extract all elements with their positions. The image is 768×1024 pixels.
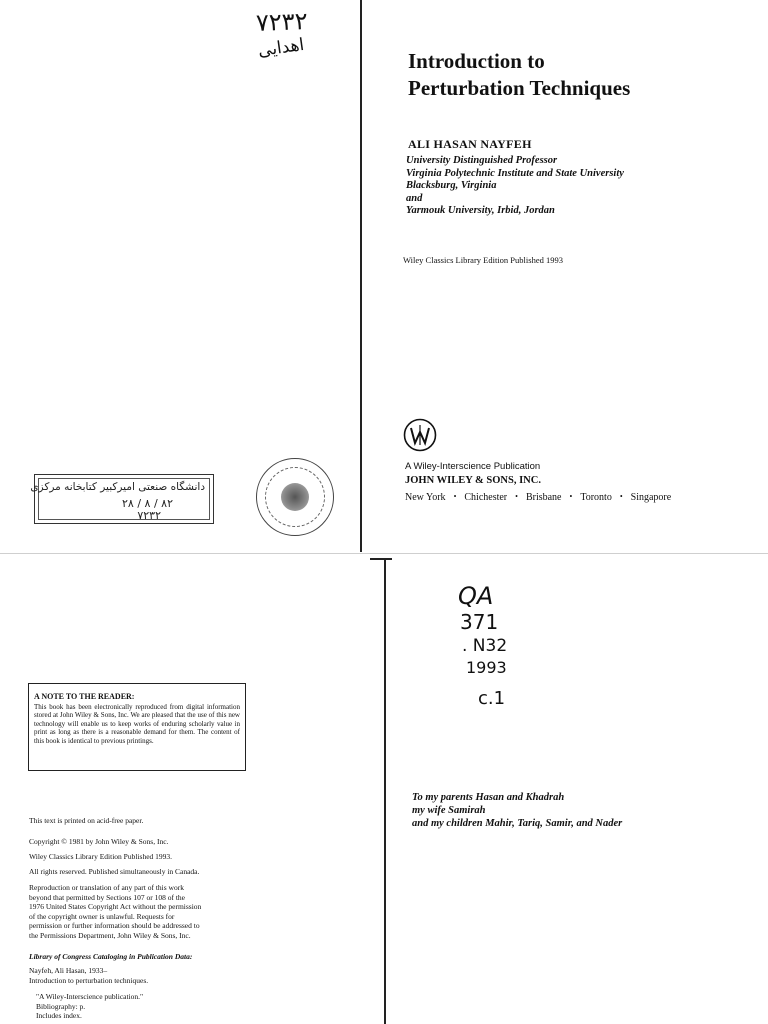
reproduction-line: 1976 United States Copyright Act without the permission	[29, 902, 202, 912]
loc-heading: Library of Congress Cataloging in Publication Data:	[29, 952, 193, 961]
loc-note-line: Includes index.	[36, 1011, 82, 1021]
affiliation-line: Yarmouk University, Irbid, Jordan	[406, 205, 555, 217]
author-affiliation	[406, 155, 624, 218]
dedication-line: To my parents Hasan and Khadrah	[412, 792, 565, 803]
dedication	[412, 791, 622, 830]
city: Toronto	[580, 492, 612, 503]
affiliation-line: and	[406, 192, 423, 204]
reproduction-line: permission or further information should be addressed to	[29, 921, 200, 931]
loc-notes	[36, 992, 143, 1021]
loc-note-line: "A Wiley-Interscience publication."	[36, 992, 144, 1001]
loc-entry	[29, 966, 148, 985]
bullet-separator: •	[569, 492, 573, 501]
publisher-cities	[405, 492, 679, 503]
call-number-line-1: QA	[458, 582, 494, 610]
book-title	[408, 48, 748, 102]
bullet-separator: •	[515, 492, 518, 501]
reproduction-line: of the copyright owner is unlawful. Requests for	[29, 911, 175, 921]
stamp-date: ۸۲ / ۸ / ۲۸	[122, 497, 173, 510]
reproduction-notice	[29, 883, 201, 941]
note-to-reader-box	[28, 683, 246, 771]
title-line-1: Introduction to	[408, 49, 545, 73]
city: New York	[405, 492, 446, 503]
bullet-separator: •	[453, 492, 457, 501]
stamp-accession-number: ٧٢٣٢	[137, 509, 161, 522]
acid-free-line: This text is printed on acid-free paper.	[29, 816, 144, 825]
affiliation-line: Blacksburg, Virginia	[406, 180, 497, 192]
title-line-2: Perturbation Techniques	[408, 76, 631, 100]
publisher-name: JOHN WILEY & SONS, INC.	[405, 475, 541, 486]
dedication-line: and my children Mahir, Tariq, Samir, and Nader	[412, 818, 623, 829]
note-body: This book has been electronically reproduced from digital information stored at John Wiley & Sons, Inc. We are pleased that the use of this new technology will enable us to keep works of enduring scholarly value in print as long as there is a reasonable demand for them. The content of this book is identical to previous printings.	[34, 702, 240, 745]
call-number-line-2: 371	[460, 610, 499, 634]
edition-line: Wiley Classics Library Edition Published 1993.	[29, 852, 173, 861]
loc-line: Introduction to perturbation techniques.	[29, 975, 149, 985]
author-name: ALI HASAN NAYFEH	[408, 137, 532, 151]
edition-note: Wiley Classics Library Edition Published 1993	[403, 255, 563, 265]
rights-line: All rights reserved. Published simultaneously in Canada.	[29, 867, 200, 876]
publisher-series: A Wiley-Interscience Publication	[405, 461, 541, 472]
handwritten-accession-number: ٧٢٣٢	[255, 7, 309, 37]
reproduction-line: the Permissions Department, John Wiley & Sons, Inc.	[29, 930, 191, 940]
dedication-line: my wife Samirah	[412, 805, 486, 816]
city: Singapore	[630, 492, 672, 503]
loc-line: Nayfeh, Ali Hasan, 1933–	[29, 966, 108, 975]
wiley-logo-icon	[403, 418, 437, 452]
center-fold-top	[360, 0, 362, 552]
library-stamp	[30, 474, 214, 524]
reproduction-line: beyond that permitted by Sections 107 or 108 of the	[29, 892, 186, 902]
city: Chichester	[464, 492, 508, 503]
fold-notch	[370, 558, 392, 560]
bullet-separator: •	[619, 492, 623, 501]
call-number-line-4: 1993	[466, 658, 507, 677]
affiliation-line: University Distinguished Professor	[406, 155, 558, 166]
loc-note-line: Bibliography: p.	[36, 1001, 86, 1011]
call-number-line-3: . N32	[462, 636, 508, 656]
horizontal-page-edge	[0, 553, 768, 554]
copyright-line: Copyright © 1981 by John Wiley & Sons, Inc.	[29, 837, 169, 846]
stamp-institution: دانشگاه صنعتی امیرکبیر کتابخانه مرکزی	[30, 481, 205, 493]
note-title: A NOTE TO THE READER:	[34, 692, 135, 701]
round-seal-icon	[256, 458, 334, 536]
affiliation-line: Virginia Polytechnic Institute and State University	[406, 167, 624, 179]
handwritten-donation-note: اهدایی	[256, 34, 306, 62]
reproduction-line: Reproduction or translation of any part of this work	[29, 883, 184, 892]
seal-emblem	[281, 483, 309, 511]
call-number-line-5: c.1	[478, 688, 506, 709]
city: Brisbane	[525, 492, 562, 503]
center-fold-bottom	[384, 560, 386, 1024]
